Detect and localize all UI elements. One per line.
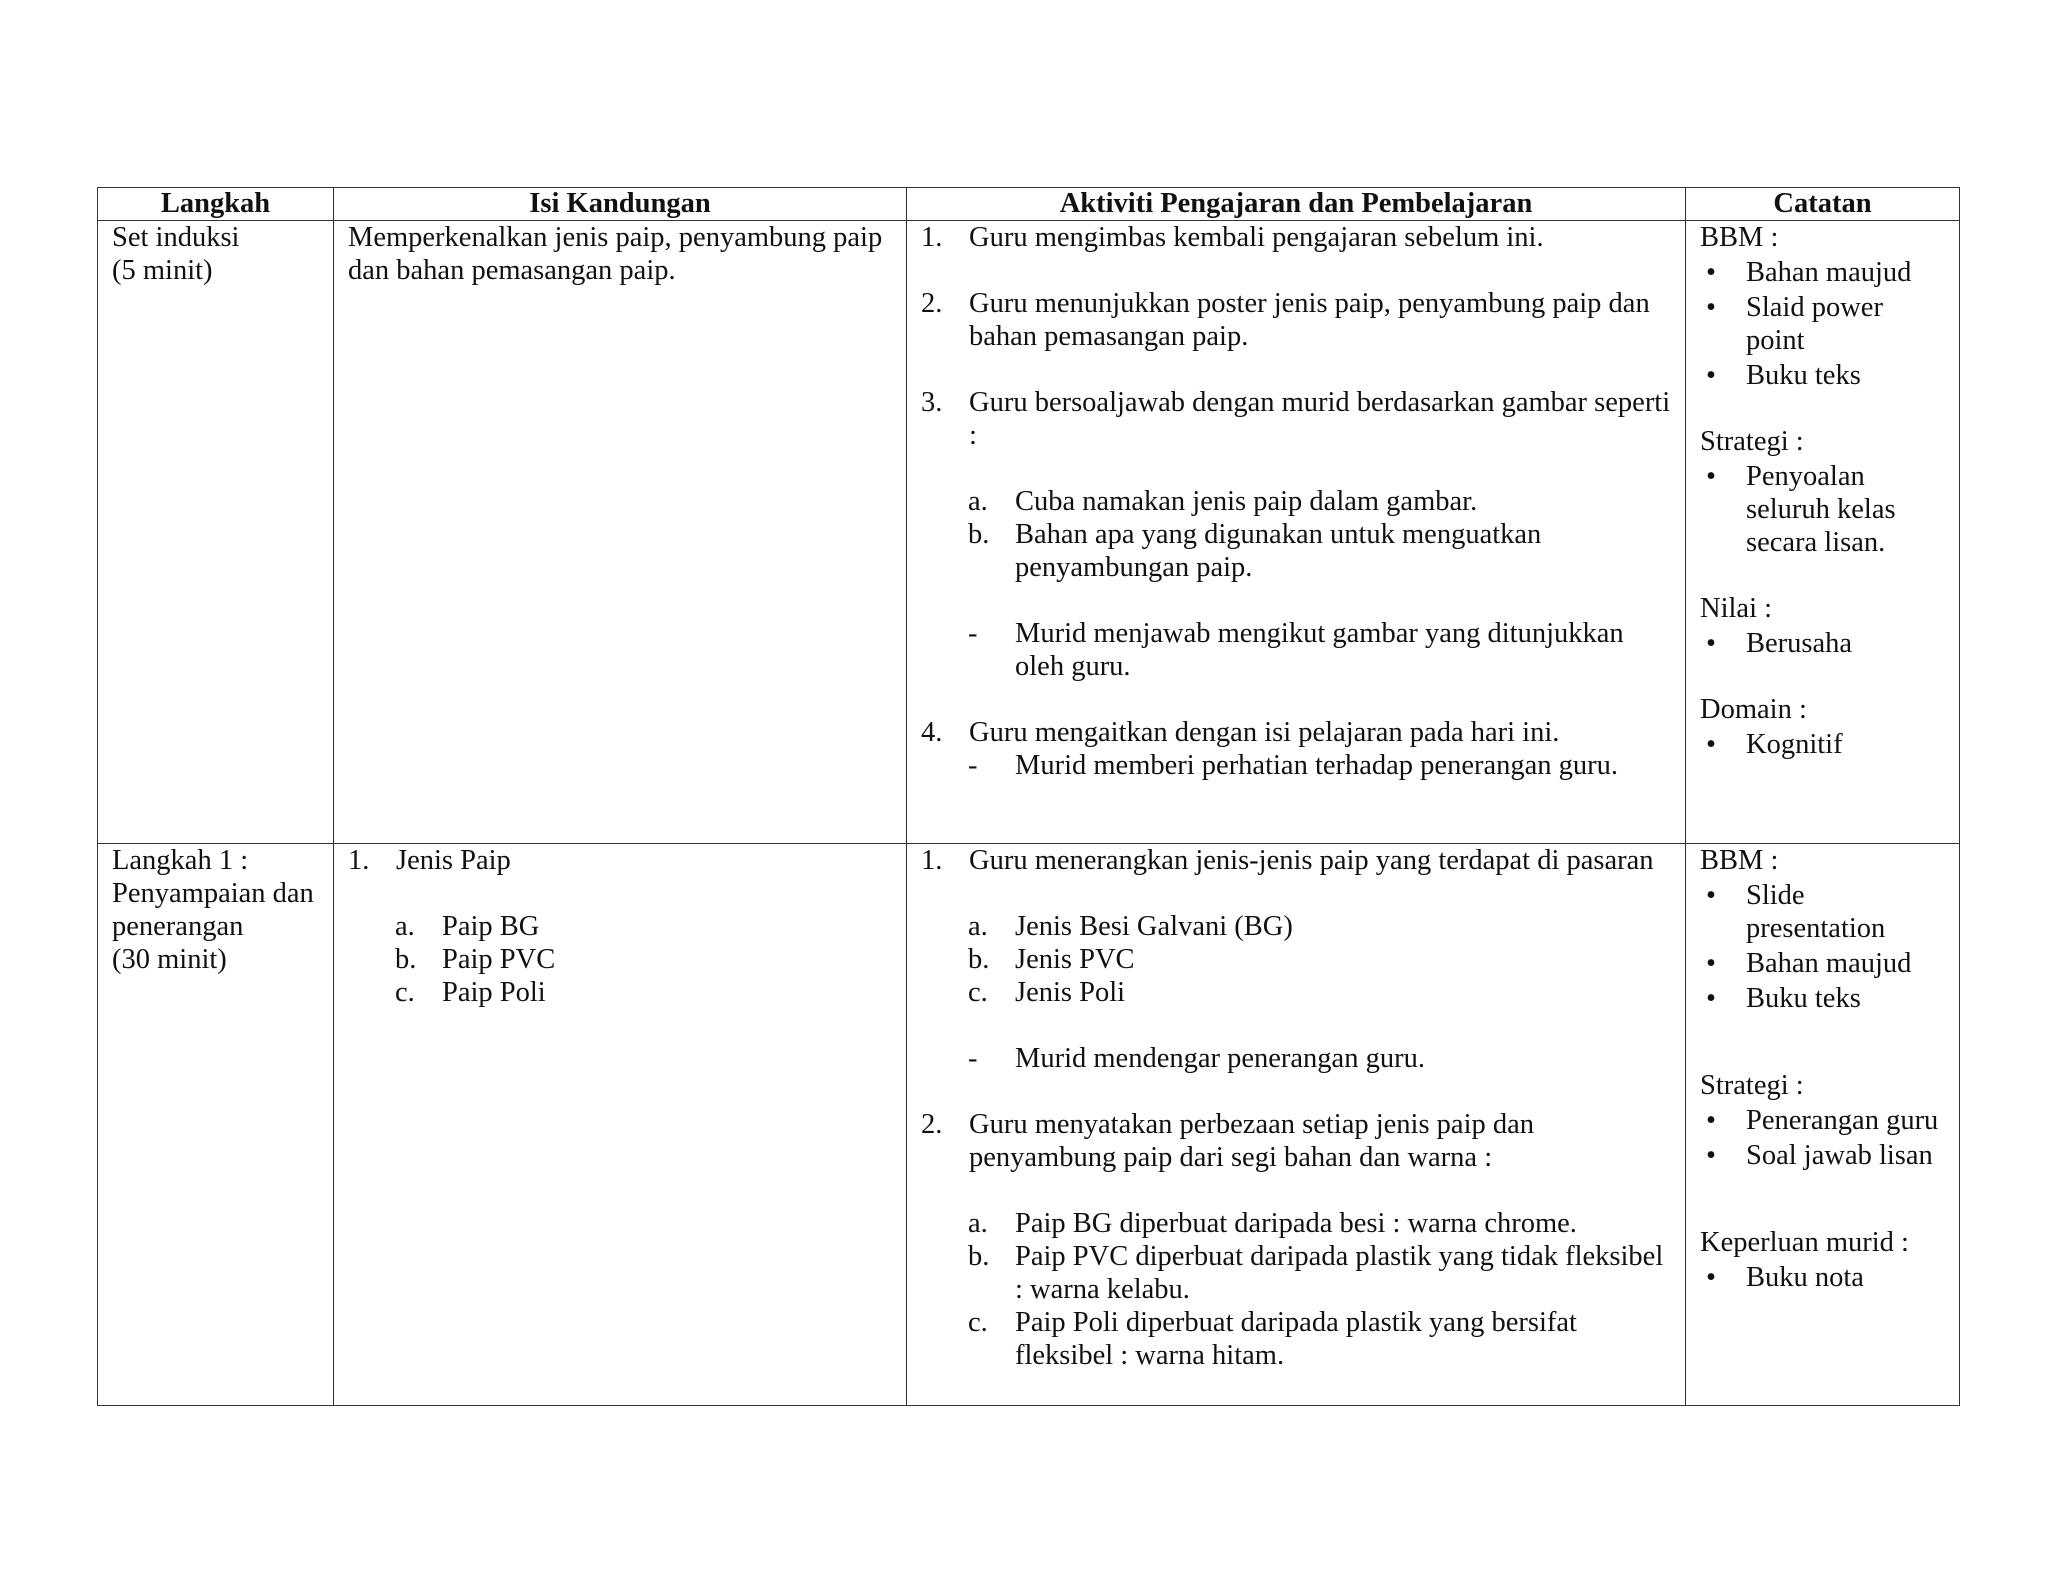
activity-item <box>921 1108 1673 1174</box>
activity-text: Guru bersoaljawab dengan murid berdasarkan gambar seperti : <box>969 387 1671 451</box>
header-row <box>98 188 1960 221</box>
strategi-text: Soal jawab lisan <box>1746 1140 1933 1171</box>
isi-subitem <box>348 976 894 1009</box>
activity-item <box>921 221 1673 254</box>
strategi-item <box>1700 1139 1947 1172</box>
subitem-text: Paip Poli <box>442 977 546 1008</box>
response-text: Murid memberi perhatian terhadap penerangan guru. <box>1015 750 1619 781</box>
activity-subitem <box>921 1240 1673 1306</box>
dash-marker: - <box>968 618 978 649</box>
cell-aktiviti <box>907 844 1686 1406</box>
activity-text: Guru menunjukkan poster jenis paip, penyambung paip dan bahan pemasangan paip. <box>969 288 1650 352</box>
subitem-letter: b. <box>968 519 990 550</box>
isi-text: Memperkenalkan jenis paip, penyambung paip dan bahan pemasangan paip. <box>348 222 883 286</box>
bullet-icon: • <box>1706 948 1716 979</box>
nilai-text: Berusaha <box>1746 628 1853 659</box>
header-isi-kandungan: Isi Kandungan <box>334 188 907 221</box>
subitem-text: Jenis PVC <box>1015 944 1135 975</box>
activity-item <box>921 287 1673 353</box>
subitem-letter: a. <box>395 911 415 942</box>
header-catatan: Catatan <box>1686 188 1960 221</box>
lesson-plan-table <box>97 187 1960 1406</box>
activity-subitem <box>921 1207 1673 1240</box>
item-number: 2. <box>921 1109 943 1140</box>
bbm-item <box>1700 879 1947 945</box>
subitem-letter: a. <box>968 1208 988 1239</box>
bullet-icon: • <box>1706 1105 1716 1136</box>
item-number: 1. <box>921 845 943 876</box>
bullet-icon: • <box>1706 983 1716 1014</box>
bbm-item <box>1700 359 1947 392</box>
strategi-text: Penyoalan seluruh kelas secara lisan. <box>1746 461 1896 558</box>
row-langkah-1 <box>98 844 1960 1406</box>
subitem-letter: c. <box>968 1307 988 1338</box>
bullet-icon: • <box>1706 292 1716 323</box>
response-text: Murid mendengar penerangan guru. <box>1015 1043 1425 1074</box>
langkah-title: Langkah 1 : <box>112 845 249 876</box>
activity-item <box>921 716 1673 749</box>
subitem-text: Paip PVC diperbuat daripada plastik yang tidak fleksibel : warna kelabu. <box>1015 1241 1664 1305</box>
bbm-text: Buku teks <box>1746 983 1861 1014</box>
subitem-letter: b. <box>968 1241 990 1272</box>
row-set-induksi <box>98 221 1960 844</box>
langkah-name: Penyampaian dan penerangan <box>112 878 314 942</box>
subitem-letter: b. <box>395 944 417 975</box>
subitem-letter: a. <box>968 486 988 517</box>
domain-item <box>1700 728 1947 761</box>
bbm-text: Buku teks <box>1746 360 1861 391</box>
subitem-text: Paip Poli diperbuat daripada plastik yang bersifat fleksibel : warna hitam. <box>1015 1307 1577 1371</box>
activity-subitem <box>921 976 1673 1009</box>
nilai-item <box>1700 627 1947 660</box>
item-number: 1. <box>921 222 943 253</box>
cell-isi-kandungan <box>334 221 907 844</box>
cell-langkah <box>98 221 334 844</box>
subitem-letter: a. <box>968 911 988 942</box>
cell-isi-kandungan <box>334 844 907 1406</box>
cell-langkah <box>98 844 334 1406</box>
cell-aktiviti <box>907 221 1686 844</box>
bbm-item <box>1700 947 1947 980</box>
subitem-letter: c. <box>968 977 988 1008</box>
activity-text: Guru mengaitkan dengan isi pelajaran pada hari ini. <box>969 717 1560 748</box>
bbm-heading: BBM : <box>1700 845 1779 876</box>
bbm-heading: BBM : <box>1700 222 1779 253</box>
bbm-text: Slide presentation <box>1746 880 1886 944</box>
bullet-icon: • <box>1706 628 1716 659</box>
activity-text: Guru menerangkan jenis-jenis paip yang terdapat di pasaran <box>969 845 1654 876</box>
langkah-title: Set induksi <box>112 222 240 253</box>
keperluan-item <box>1700 1261 1947 1294</box>
bbm-item <box>1700 291 1947 357</box>
activity-item <box>921 844 1673 877</box>
activity-response <box>921 617 1673 683</box>
activity-subitem <box>921 910 1673 943</box>
domain-heading: Domain : <box>1700 694 1807 725</box>
subitem-text: Paip BG <box>442 911 540 942</box>
strategi-item <box>1700 1104 1947 1137</box>
langkah-duration: (30 minit) <box>112 944 227 975</box>
cell-catatan <box>1686 221 1960 844</box>
bbm-text: Slaid power point <box>1746 292 1883 356</box>
domain-text: Kognitif <box>1746 729 1843 760</box>
item-number: 2. <box>921 288 943 319</box>
dash-marker: - <box>968 1043 978 1074</box>
bullet-icon: • <box>1706 360 1716 391</box>
activity-subitem <box>921 518 1673 584</box>
header-aktiviti: Aktiviti Pengajaran dan Pembelajaran <box>907 188 1686 221</box>
activity-response <box>921 1042 1673 1075</box>
activity-text: Guru menyatakan perbezaan setiap jenis paip dan penyambung paip dari segi bahan dan warna : <box>969 1109 1535 1173</box>
item-number: 3. <box>921 387 943 418</box>
activity-subitem <box>921 485 1673 518</box>
item-number: 1. <box>348 845 370 876</box>
activity-item <box>921 386 1673 452</box>
activity-subitem <box>921 1306 1673 1372</box>
strategi-heading: Strategi : <box>1700 1070 1804 1101</box>
activity-text: Guru mengimbas kembali pengajaran sebelum ini. <box>969 222 1544 253</box>
bullet-icon: • <box>1706 1262 1716 1293</box>
keperluan-heading: Keperluan murid : <box>1700 1227 1909 1258</box>
nilai-heading: Nilai : <box>1700 593 1773 624</box>
bullet-icon: • <box>1706 1140 1716 1171</box>
strategi-item <box>1700 460 1947 559</box>
isi-item <box>348 844 894 877</box>
subitem-text: Cuba namakan jenis paip dalam gambar. <box>1015 486 1478 517</box>
langkah-duration: (5 minit) <box>112 255 213 286</box>
subitem-text: Paip PVC <box>442 944 556 975</box>
isi-subitem <box>348 943 894 976</box>
cell-catatan <box>1686 844 1960 1406</box>
bbm-text: Bahan maujud <box>1746 948 1912 979</box>
dash-marker: - <box>968 750 978 781</box>
activity-subitem <box>921 943 1673 976</box>
bullet-icon: • <box>1706 880 1716 911</box>
keperluan-text: Buku nota <box>1746 1262 1864 1293</box>
strategi-text: Penerangan guru <box>1746 1105 1939 1136</box>
subitem-letter: b. <box>968 944 990 975</box>
bullet-icon: • <box>1706 729 1716 760</box>
bullet-icon: • <box>1706 461 1716 492</box>
bbm-item <box>1700 256 1947 289</box>
isi-text: Jenis Paip <box>396 845 511 876</box>
subitem-text: Bahan apa yang digunakan untuk menguatkan penyambungan paip. <box>1015 519 1542 583</box>
header-langkah: Langkah <box>98 188 334 221</box>
activity-response <box>921 749 1673 782</box>
bullet-icon: • <box>1706 257 1716 288</box>
subitem-text: Jenis Poli <box>1015 977 1126 1008</box>
item-number: 4. <box>921 717 943 748</box>
subitem-text: Paip BG diperbuat daripada besi : warna chrome. <box>1015 1208 1577 1239</box>
strategi-heading: Strategi : <box>1700 426 1804 457</box>
response-text: Murid menjawab mengikut gambar yang ditunjukkan oleh guru. <box>1015 618 1624 682</box>
bbm-text: Bahan maujud <box>1746 257 1912 288</box>
subitem-letter: c. <box>395 977 415 1008</box>
subitem-text: Jenis Besi Galvani (BG) <box>1015 911 1293 942</box>
bbm-item <box>1700 982 1947 1015</box>
isi-subitem <box>348 910 894 943</box>
